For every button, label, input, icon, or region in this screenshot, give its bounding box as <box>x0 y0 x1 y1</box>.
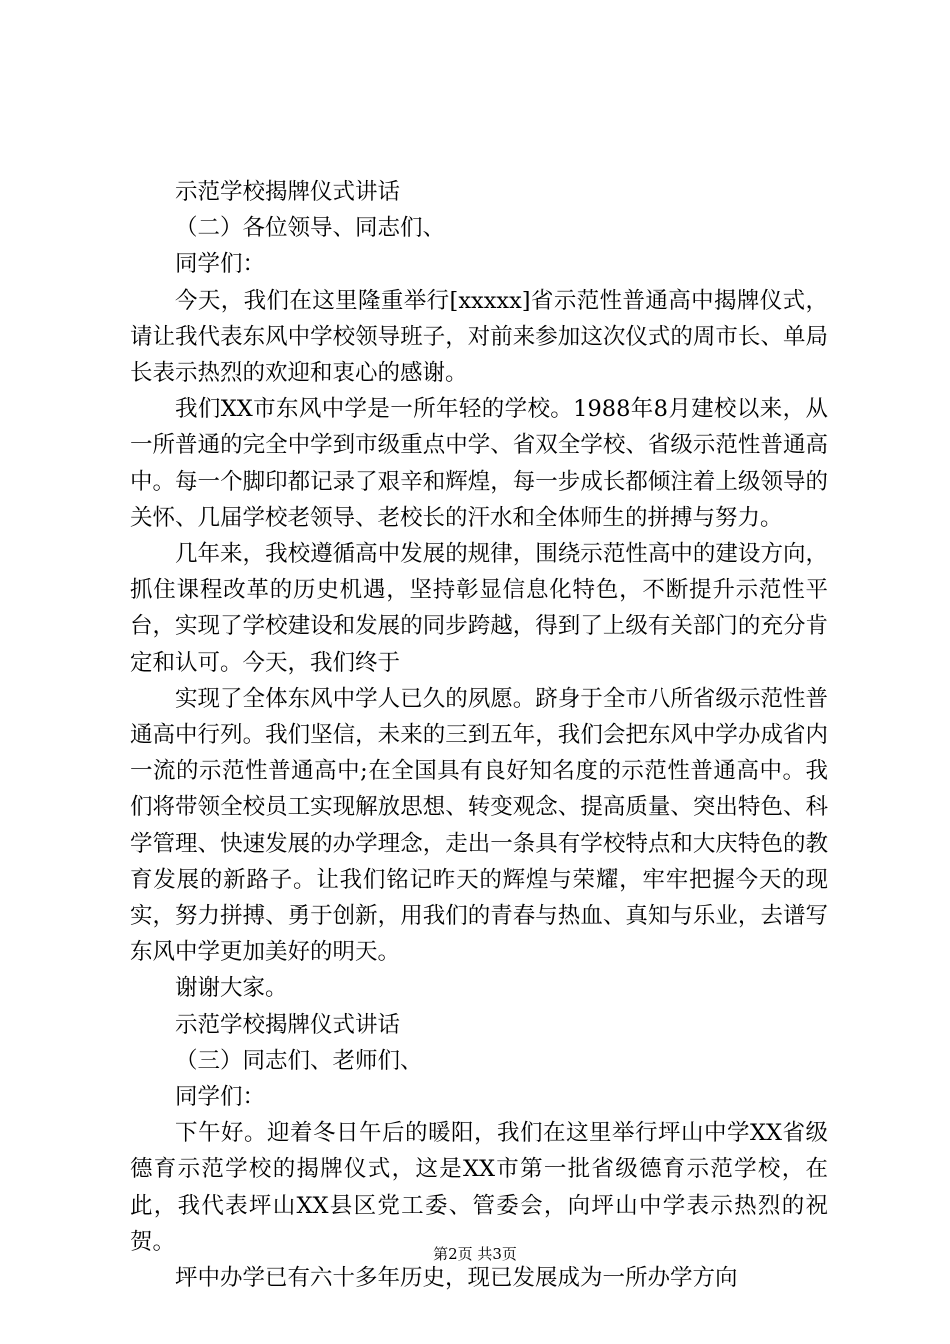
salutation: 同学们： <box>175 251 266 278</box>
paragraph: 坪中办学已有六十多年历史，现已发展成为一所办学方向 <box>175 1265 738 1292</box>
section-title: 示范学校揭牌仪式讲话 <box>175 179 401 205</box>
paragraph: 实现了全体东风中学人已久的夙愿。跻身于全市八所省级示范性普通高中行列。我们坚信，未来的三到五年，我们会把东风中学办成省内一流的示范性普通高中;在全国具有良好知名度的示范性普通高中。我们将带领全校员工实现解放思想、转变观念、提高质量、突出特色、科学管理、快速发展的办学理念，走出一条具有学校特点和大庆特色的教育发展的新路子。让我们铭记昨天的辉煌与荣耀，牢牢把握今天的现实，努力拼搏、勇于创新，用我们的青春与热血、真知与乐业，去谱写东风中学更加美好的明天。 <box>130 685 828 966</box>
closing-line: 谢谢大家。 <box>175 975 288 1002</box>
section-subtitle: （三）同志们、老师们、 <box>175 1047 423 1074</box>
paragraph: 下午好。迎着冬日午后的暖阳，我们在这里举行坪山中学XX省级德育示范学校的揭牌仪式，这是XX市第一批省级德育示范学校，在此，我代表坪山XX县区党工委、管委会，向坪山中学表示热烈的祝贺。 <box>130 1120 828 1255</box>
section-subtitle: （二）各位领导、同志们、 <box>175 215 446 242</box>
paragraph: 几年来，我校遵循高中发展的规律，围绕示范性高中的建设方向，抓住课程改革的历史机遇，坚持彰显信息化特色，不断提升示范性平台，实现了学校建设和发展的同步跨越，得到了上级有关部门的充分肯定和认可。今天，我们终于 <box>130 541 828 676</box>
paragraph: 今天，我们在这里隆重举行[xxxxx]省示范性普通高中揭牌仪式，请让我代表东风中学校领导班子，对前来参加这次仪式的周市长、单局长表示热烈的欢迎和衷心的感谢。 <box>130 287 828 387</box>
section-title: 示范学校揭牌仪式讲话 <box>175 1011 401 1038</box>
document-body <box>130 174 828 1296</box>
paragraph: 我们XX市东风中学是一所年轻的学校。1988年8月建校以来，从一所普通的完全中学到市级重点中学、省双全学校、省级示范性普通高中。每一个脚印都记录了艰辛和辉煌，每一步成长都倾注着上级领导的关怀、几届学校老领导、老校长的汗水和全体师生的拼搏与努力。 <box>130 396 828 531</box>
page-footer <box>0 1244 950 1264</box>
page-number: 第2页 共3页 <box>433 1245 517 1263</box>
salutation: 同学们： <box>175 1084 266 1111</box>
